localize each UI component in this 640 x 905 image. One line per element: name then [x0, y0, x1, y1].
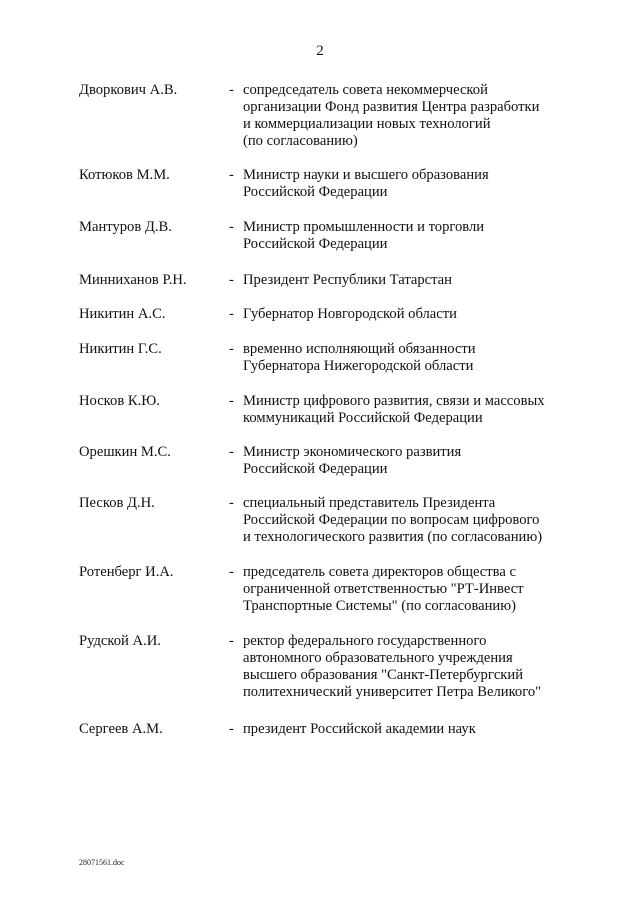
member-position	[243, 341, 573, 375]
member-name: Орешкин М.С.	[79, 444, 171, 460]
position-line: политехнический университет Петра Великого"	[243, 684, 542, 700]
position-line: ректор федерального государственного	[243, 633, 487, 649]
member-position	[243, 272, 573, 289]
position-line: Российской Федерации	[243, 236, 388, 252]
dash-separator: -	[229, 564, 234, 580]
position-line: высшего образования "Санкт-Петербургский	[243, 667, 524, 683]
dash-separator: -	[229, 444, 234, 460]
position-line: Российской Федерации	[243, 184, 388, 200]
member-position	[243, 564, 573, 615]
position-line: и коммерциализации новых технологий	[243, 116, 491, 132]
dash-separator: -	[229, 393, 234, 409]
dash-separator: -	[229, 633, 234, 649]
member-name: Дворкович А.В.	[79, 82, 178, 98]
member-name: Носков К.Ю.	[79, 393, 160, 409]
dash-separator: -	[229, 341, 234, 357]
position-line: временно исполняющий обязанности	[243, 341, 476, 357]
member-name: Мантуров Д.В.	[79, 219, 172, 235]
member-position	[243, 167, 573, 201]
dash-separator: -	[229, 82, 234, 98]
dash-separator: -	[229, 272, 234, 288]
page-number: 2	[316, 43, 324, 59]
member-name: Рудской А.И.	[79, 633, 161, 649]
position-line: президент Российской академии наук	[243, 721, 476, 737]
position-line: Российской Федерации по вопросам цифрового	[243, 512, 540, 528]
position-line: Министр науки и высшего образования	[243, 167, 489, 183]
position-line: Российской Федерации	[243, 461, 388, 477]
dash-separator: -	[229, 495, 234, 511]
member-name: Никитин А.С.	[79, 306, 166, 322]
position-line: Транспортные Системы" (по согласованию)	[243, 598, 516, 614]
member-name: Никитин Г.С.	[79, 341, 162, 357]
member-position	[243, 633, 573, 701]
position-line: сопредседатель совета некоммерческой	[243, 82, 488, 98]
position-line: специальный представитель Президента	[243, 495, 496, 511]
position-line: Президент Республики Татарстан	[243, 272, 452, 288]
position-line: Министр промышленности и торговли	[243, 219, 485, 235]
member-name: Минниханов Р.Н.	[79, 272, 187, 288]
member-name: Песков Д.Н.	[79, 495, 155, 511]
position-line: председатель совета директоров общества с	[243, 564, 516, 580]
position-line: коммуникаций Российской Федерации	[243, 410, 483, 426]
document-filename: 28071561.doc	[79, 858, 125, 867]
position-line: ограниченной ответственностью "РТ-Инвест	[243, 581, 524, 597]
dash-separator: -	[229, 167, 234, 183]
position-line: Министр цифрового развития, связи и массовых	[243, 393, 545, 409]
position-line: (по согласованию)	[243, 133, 358, 149]
dash-separator: -	[229, 721, 234, 737]
position-line: организации Фонд развития Центра разработки	[243, 99, 540, 115]
dash-separator: -	[229, 306, 234, 322]
member-position	[243, 306, 573, 323]
member-position	[243, 721, 573, 738]
member-position	[243, 393, 573, 427]
member-position	[243, 444, 573, 478]
position-line: автономного образовательного учреждения	[243, 650, 513, 666]
member-name: Ротенберг И.А.	[79, 564, 174, 580]
position-line: Губернатора Нижегородской области	[243, 358, 474, 374]
member-name: Сергеев А.М.	[79, 721, 163, 737]
position-line: и технологического развития (по согласованию)	[243, 529, 543, 545]
position-line: Министр экономического развития	[243, 444, 462, 460]
member-position	[243, 219, 573, 253]
member-position	[243, 82, 573, 150]
dash-separator: -	[229, 219, 234, 235]
member-position	[243, 495, 573, 546]
position-line: Губернатор Новгородской области	[243, 306, 457, 322]
member-name: Котюков М.М.	[79, 167, 170, 183]
